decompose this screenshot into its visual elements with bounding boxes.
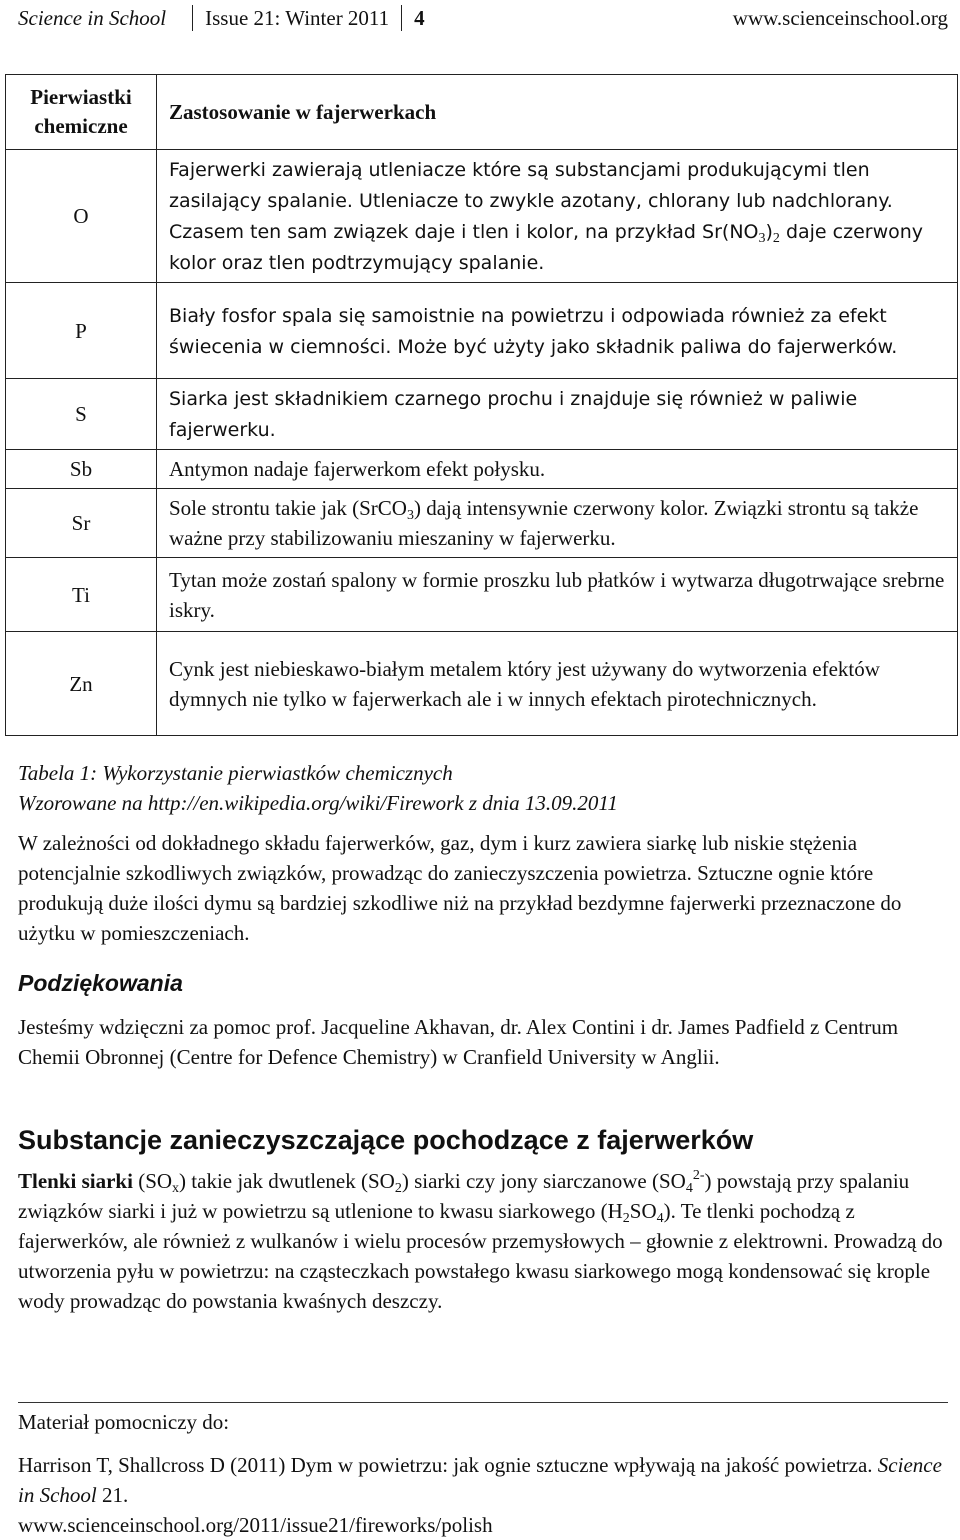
element-symbol: Sb (6, 450, 157, 489)
element-use: Tytan może zostań spalony w formie proszku lub płatków i wytwarza długotrwające srebrne iskry. (157, 558, 958, 632)
caption-title: Tabela 1: Wykorzystanie pierwiastków chemicznych (18, 761, 453, 785)
header-divider (192, 5, 193, 31)
table-row (6, 379, 958, 450)
element-use: Siarka jest składnikiem czarnego prochu i znajduje się również w paliwie fajerwerku. (157, 379, 958, 450)
element-use: Fajerwerki zawierają utleniacze które są substancjami produkującymi tlen zasilający spalanie. Utleniacze to zwykle azotany, chlorany lub nadchlorany. Czasem ten sam związek daje i tlen i kolor, na przykład $Sr(NO_3)_2$ daje czerwony kolor oraz tlen podtrzymujący spalanie. (157, 150, 958, 283)
element-symbol: Ti (6, 558, 157, 632)
table-row (6, 283, 958, 379)
element-symbol: Zn (6, 632, 157, 736)
publication-name: Science in School (18, 5, 167, 30)
table-row (6, 489, 958, 558)
section-heading: Substancje zanieczyszczające pochodzące z fajerwerków (18, 1125, 754, 1155)
footer-divider (18, 1402, 948, 1403)
element-symbol: P (6, 283, 157, 379)
header-url[interactable]: www.scienceinschool.org (732, 5, 948, 30)
header-divider (401, 5, 402, 31)
journal-title: Science in School (18, 1453, 942, 1507)
footer-label: Materiał pomocniczy do: (18, 1410, 230, 1434)
column-header-elements: Pierwiastki chemiczne (6, 75, 157, 150)
element-use: Sole strontu takie jak (SrCO$_3$) dają intensywnie czerwony kolor. Związki strontu są także ważne przy stabilizowaniu mieszaniny w fajerwerku. (157, 489, 958, 558)
page-number: 4 (414, 5, 425, 30)
element-symbol: Sr (6, 489, 157, 558)
acknowledgements-text: Jesteśmy wdzięczni za pomoc prof. Jacqueline Akhavan, dr. Alex Contini i dr. James Padfield z Centrum Chemii Obronnej (Centre for Defence Chemistry) w Cranfield University w Anglii. (18, 1015, 899, 1069)
table-header-row (6, 75, 958, 150)
element-symbol: S (6, 379, 157, 450)
column-header-uses: Zastosowanie w fajerwerkach (157, 75, 958, 150)
table-row (6, 150, 958, 283)
footer-reference: Harrison T, Shallcross D (2011) Dym w powietrzu: jak ognie sztuczne wpływają na jakość powietrza. Science in School 21. www.scienceinschool.org/2011/issue21/fireworks/polish (18, 1453, 942, 1537)
element-use: Cynk jest niebieskawo-białym metalem który jest używany do wytworzenia efektów dymnych nie tylko w fajerwerkach ale i w innych efektach pirotechnicznych. (157, 632, 958, 736)
caption-source: Wzorowane na http://en.wikipedia.org/wiki/Firework z dnia 13.09.2011 (18, 791, 618, 815)
footer-url[interactable]: www.scienceinschool.org/2011/issue21/fireworks/polish (18, 1513, 493, 1537)
issue-label: Issue 21: Winter 2011 (205, 5, 390, 30)
table-row (6, 450, 958, 489)
pollutants-paragraph: Tlenki siarki $(SO_x)$ takie jak dwutlenek $(SO_2)$ siarki czy jony siarczanowe $(SO_4^{2-})$ powstają przy spalaniu związków siarki i już w powietrzu są utlenione to kwasu siarkowego $(H_2SO_4)$. Te tlenki pochodzą z fajerwerków, ale również z wulkanów i wielu procesów przemysłowych – głownie z elektrowni. Prowadzą do utworzenia pyłu w powietrzu: na cząsteczkach powstałego kwasu siarkowego mogą kondensować się krople wody prowadząc do powstania kwaśnych deszczy. (18, 1168, 943, 1313)
element-use: Antymon nadaje fajerwerkom efekt połysku. (157, 450, 958, 489)
elements-table (5, 74, 958, 736)
element-use: Biały fosfor spala się samoistnie na powietrzu i odpowiada również za efekt świecenia w ciemności. Może być użyty jako składnik paliwa do fajerwerków. (157, 283, 958, 379)
table-row (6, 558, 958, 632)
table-caption (18, 758, 618, 818)
page-header (18, 0, 948, 36)
element-symbol: O (6, 150, 157, 283)
body-paragraph: W zależności od dokładnego składu fajerwerków, gaz, dym i kurz zawiera siarkę lub niskie stężenia potencjalnie szkodliwych związków, prowadząc do zanieczyszczenia powietrza. Sztuczne ognie które produkują duże ilości dymu są bardziej szkodliwe niż na przykład bezdymne fajerwerki przeznaczone do użytku w pomieszczeniach. (18, 831, 902, 945)
acknowledgements-heading: Podziękowania (18, 970, 183, 996)
table-row (6, 632, 958, 736)
